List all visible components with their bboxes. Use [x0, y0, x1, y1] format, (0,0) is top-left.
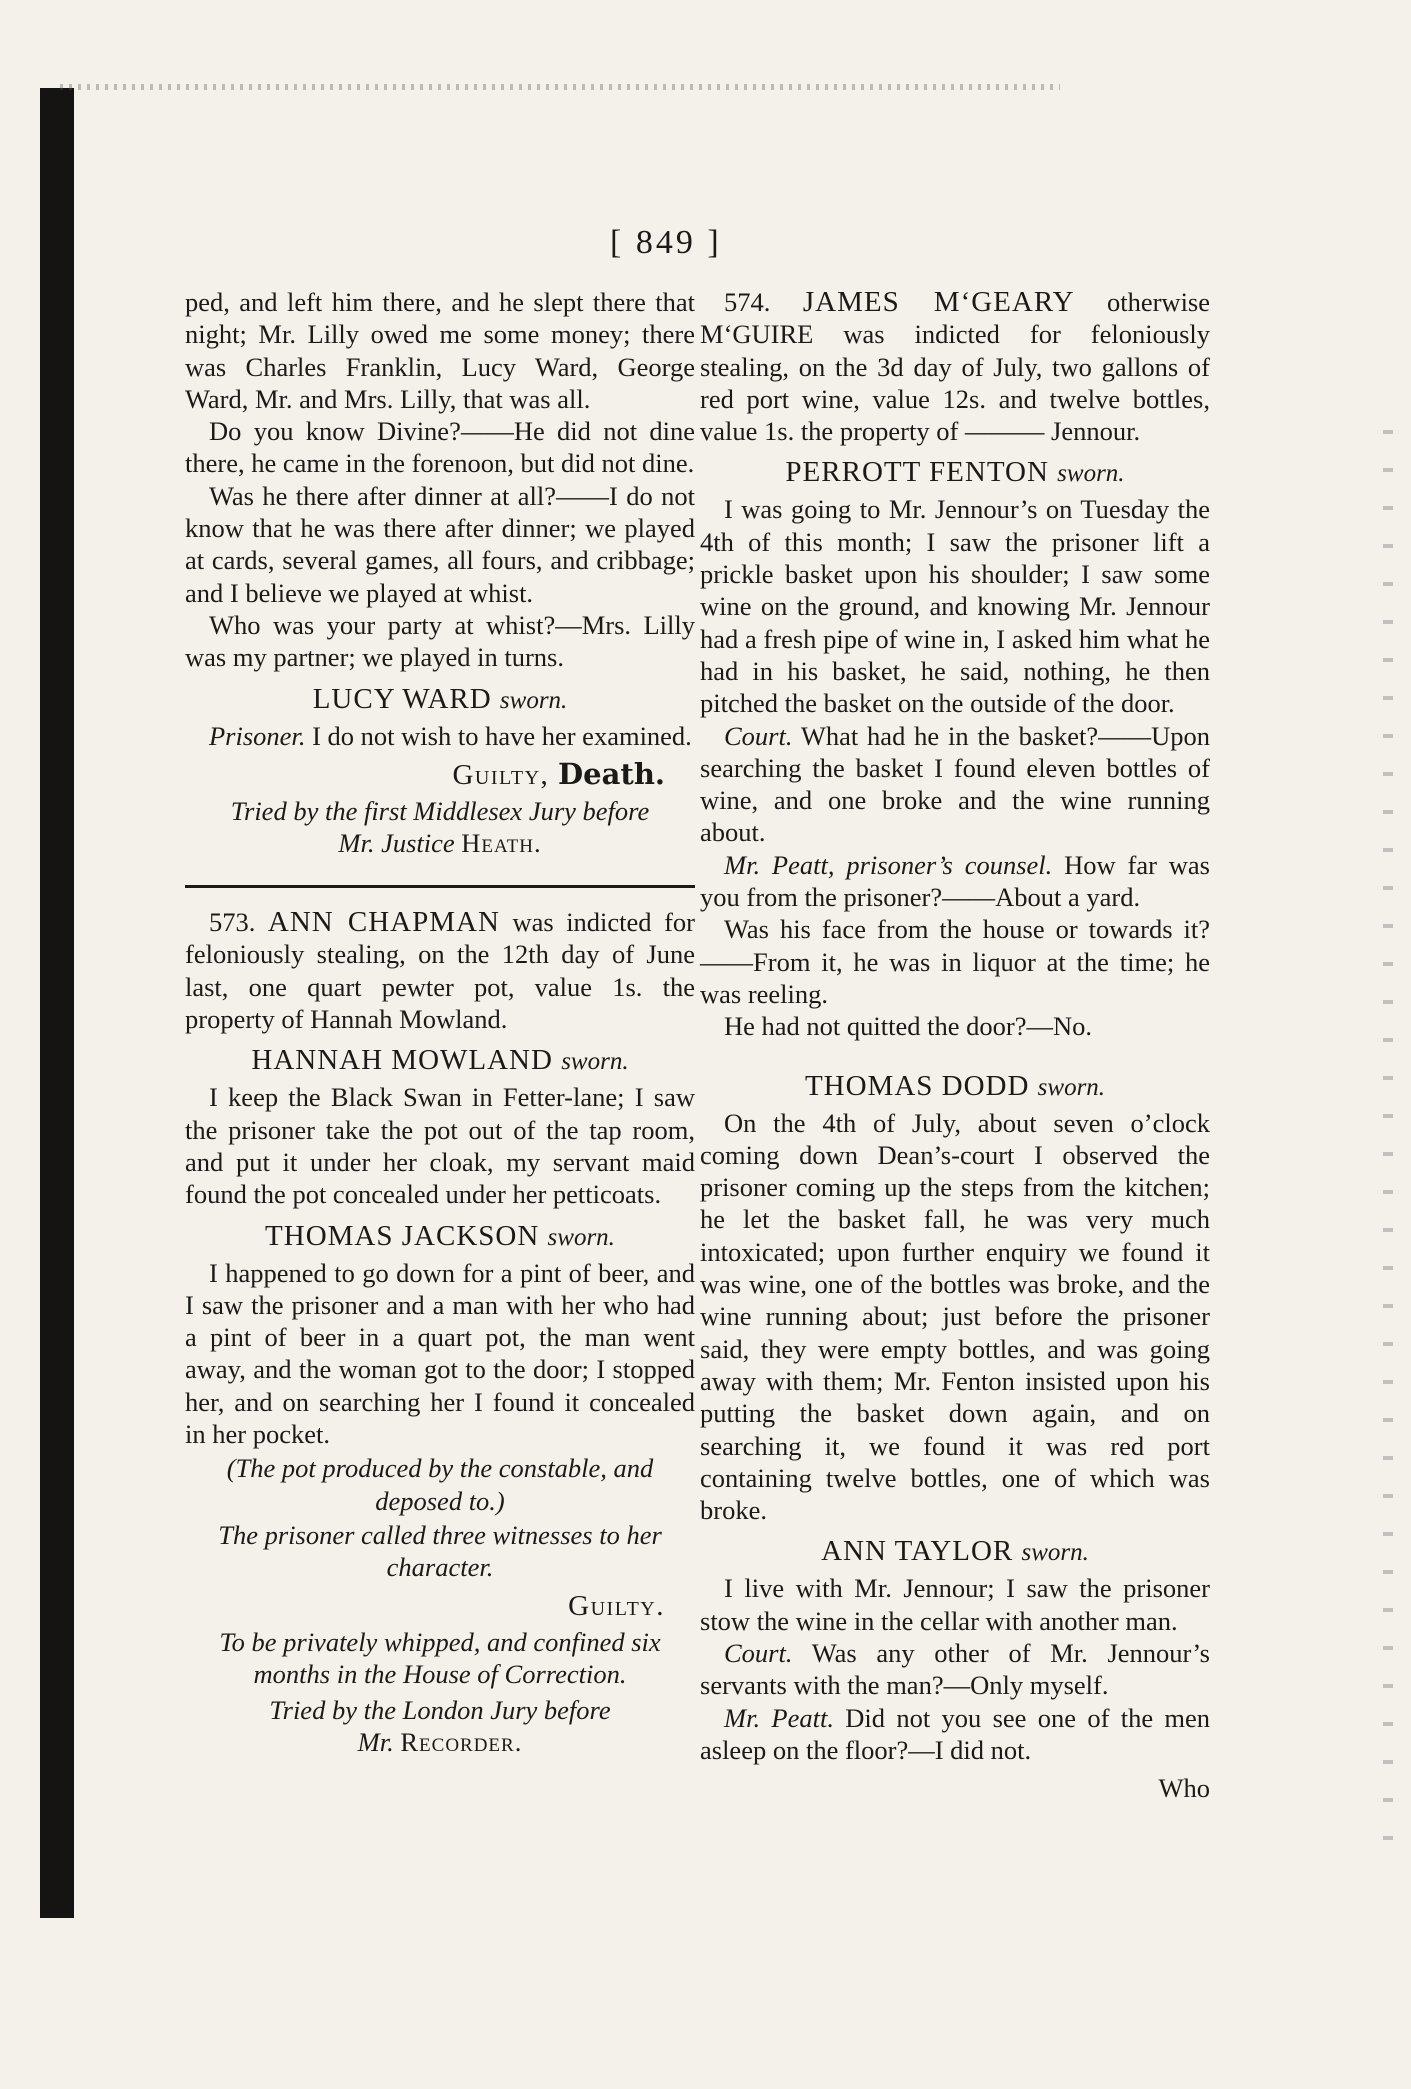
case-number: 574. — [724, 287, 771, 317]
indictment-text: was indicted for feloniously stealing, on the 12th day of June last, one quart pewter pot, value 1s. the property of Hannah Mowland. — [185, 907, 695, 1035]
tried-line: Tried by the London Jury before — [269, 1694, 611, 1725]
paragraph: I was going to Mr. Jennour’s on Tuesday the 4th of this month; I saw the prisoner lift a prickle basket upon his shoulder; I saw some wine on the ground, and knowing Mr. Jennour had a fresh pipe of wine in, I asked him what he had in his basket, he said, nothing, he then pitched the basket on the outside of the door. — [700, 494, 1210, 719]
paragraph: I happened to go down for a pint of beer, and I saw the prisoner and a man with her who had a pint of beer in a quart pot, the man went away, and the woman got to the door; I stopped her, and on searching her I found it concealed in her pocket. — [185, 1257, 695, 1450]
paragraph: Who was your party at whist?—Mrs. Lilly was my partner; we played in turns. — [185, 609, 695, 673]
speaker-label: Court. — [724, 1637, 793, 1668]
testimony-text: Did not you see one of the men asleep on the floor?—I did not. — [700, 1702, 1211, 1765]
witness-name: THOMAS JACKSON — [265, 1219, 540, 1252]
sworn-label: sworn. — [1021, 1539, 1089, 1567]
paragraph — [700, 720, 1210, 849]
verdict — [185, 758, 665, 791]
tried-line: Tried by the first Middlesex Jury before — [230, 796, 650, 827]
paragraph: I live with Mr. Jennour; I saw the prisoner stow the wine in the cellar with another man. — [700, 1573, 1210, 1636]
scan-noise-edge — [1383, 430, 1393, 1870]
paragraph — [700, 849, 1210, 914]
verdict-label: Guilty, — [452, 758, 550, 791]
witness-heading — [185, 1217, 695, 1257]
speaker-label: Mr. Peatt, prisoner’s counsel. — [724, 849, 1053, 880]
defendant-name: JAMES M‘GEARY — [802, 286, 1075, 318]
scan-noise-top — [60, 84, 1060, 90]
paragraph — [700, 1637, 1210, 1702]
paragraph: Do you know Divine?——He did not dine there, he came in the forenoon, but did not dine. — [185, 416, 695, 479]
witness-heading — [185, 1041, 695, 1081]
court-note: (The pot produced by the constable, and deposed to.) — [226, 1453, 654, 1516]
witness-heading — [700, 453, 1210, 493]
testimony-text: How far was you from the prisoner?——About a yard. — [700, 849, 1210, 913]
sentence-blackletter: Death. — [558, 756, 665, 791]
speaker-label: Court. — [724, 720, 793, 751]
paragraph: I keep the Black Swan in Fetter-lane; I saw the prisoner take the pot out of the tap room, and put it under her cloak, my servant maid found the pot concealed under her petticoats. — [185, 1082, 695, 1210]
witness-heading — [700, 1532, 1210, 1572]
witness-name: PERROTT FENTON — [785, 456, 1049, 489]
tried-by-note — [185, 1694, 695, 1758]
tried-by-note — [185, 795, 695, 859]
case-heading — [185, 906, 695, 1035]
witness-name: ANN TAYLOR — [821, 1535, 1014, 1568]
witness-name: THOMAS DODD — [804, 1069, 1030, 1102]
tried-line: Mr. — [357, 1726, 394, 1757]
left-column — [185, 286, 695, 1762]
witness-name: HANNAH MOWLAND — [251, 1044, 553, 1077]
judge-name: Recorder. — [400, 1726, 523, 1757]
sworn-label: sworn. — [1057, 460, 1125, 488]
defendant-name: ANN CHAPMAN — [267, 906, 500, 939]
tried-line: Mr. Justice — [338, 828, 455, 859]
speaker-label: Mr. Peatt. — [724, 1702, 834, 1733]
page-number: [ 849 ] — [610, 224, 722, 261]
paragraph — [185, 720, 695, 752]
paragraph: ped, and left him there, and he slept there that night; Mr. Lilly owed me some money; there was Charles Franklin, Lucy Ward, George Ward, Mr. and Mrs. Lilly, that was all. — [185, 287, 695, 414]
sworn-label: sworn. — [1037, 1073, 1106, 1101]
paragraph: He had not quitted the door?—No. — [724, 1011, 1092, 1042]
testimony-text: I do not wish to have her examined. — [312, 720, 692, 751]
court-note: The prisoner called three witnesses to her character. — [218, 1519, 662, 1583]
speaker-label: Prisoner. — [209, 720, 306, 751]
testimony-text: What had he in the basket?——Upon searching the basket I found eleven bottles of wine, and one broke and the wine running about. — [700, 720, 1210, 848]
witness-heading — [185, 680, 695, 720]
verdict: Guilty. — [568, 1589, 665, 1622]
sworn-label: sworn. — [499, 686, 568, 714]
paragraph: Was his face from the house or towards it?——From it, he was in liquor at the time; he was reeling. — [700, 914, 1210, 1009]
sworn-label: sworn. — [547, 1223, 615, 1251]
witness-heading — [700, 1067, 1210, 1107]
paragraph: On the 4th of July, about seven o’clock coming down Dean’s-court I observed the prisoner coming up the steps from the kitchen; he let the basket fall, he was very much intoxicated; upon further enquiry we found it was wine, one of the bottles was broke, and the wine running about; just before the prisoner said, they were empty bottles, and was going away with them; Mr. Fenton insisted upon his putting the basket down again, and on searching it, we found it was red port containing twelve bottles, one of which was broke. — [700, 1107, 1210, 1526]
case-heading — [700, 286, 1210, 447]
catchword: Who — [1158, 1773, 1210, 1804]
paragraph — [700, 1702, 1210, 1767]
binding-shadow — [40, 88, 74, 1918]
case-number: 573. — [209, 907, 256, 938]
case-divider — [185, 885, 695, 888]
sworn-label: sworn. — [561, 1048, 629, 1076]
right-column — [700, 286, 1210, 1804]
indictment-text: otherwise M‘GUIRE was indicted for feloniously stealing, on the 3d day of July, two gallons of red port wine, value 12s. and twelve bottles, value 1s. the property of ——— Jennour. — [700, 287, 1211, 447]
sentence-note: To be privately whipped, and confined six months in the House of Correction. — [219, 1626, 661, 1689]
witness-name: LUCY WARD — [312, 682, 492, 715]
testimony-text: Was any other of Mr. Jennour’s servants with the man?—Only myself. — [700, 1637, 1210, 1701]
judge-name: Heath. — [461, 828, 542, 859]
paragraph: Was he there after dinner at all?——I do not know that he was there after dinner; we played at cards, several games, all fours, and cribbage; and I believe we played at whist. — [185, 480, 695, 608]
